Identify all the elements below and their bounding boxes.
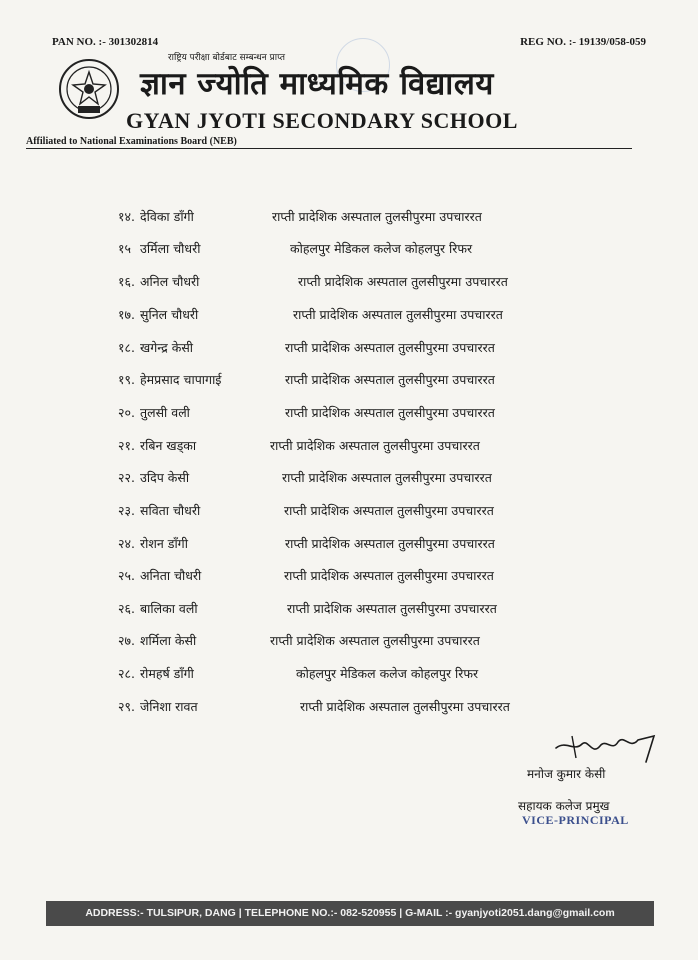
entry-number: २१. [118,438,135,453]
entry-number: २२. [118,470,135,485]
header-divider [26,148,632,149]
school-name-english: GYAN JYOTI SECONDARY SCHOOL [126,108,518,133]
entry-number: १४. [118,209,135,224]
entry-status: राप्ती प्रादेशिक अस्पताल तुलसीपुरमा उपचाररत [285,405,495,420]
entry-name: हेमप्रसाद चापागाई [140,372,222,387]
list-item [0,535,698,561]
entry-status: राप्ती प्रादेशिक अस्पताल तुलसीपुरमा उपचाररत [284,503,494,518]
entry-status: राप्ती प्रादेशिक अस्पताल तुलसीपुरमा उपचाररत [270,633,480,648]
entry-status: राप्ती प्रादेशिक अस्पताल तुलसीपुरमा उपचाररत [285,536,495,551]
entry-name: तुलसी वली [140,405,190,420]
entry-name: अनिता चौधरी [140,568,202,583]
list-item [0,665,698,691]
entry-number: २६. [118,601,135,616]
entry-status: राप्ती प्रादेशिक अस्पताल तुलसीपुरमा उपचाररत [285,372,495,387]
entry-name: बालिका वली [140,601,198,616]
entry-name: जेनिशा रावत [140,699,198,714]
list-item [0,208,698,234]
signer-designation: सहायक कलेज प्रमुख [518,799,610,813]
entry-number: २५. [118,568,135,583]
entry-number: २३. [118,503,135,518]
entry-name: खगेन्द्र केसी [140,340,194,355]
entry-status: राप्ती प्रादेशिक अस्पताल तुलसीपुरमा उपचाररत [300,699,510,714]
list-item [0,437,698,463]
entry-number: २९. [118,699,135,714]
list-item [0,698,698,724]
list-item [0,567,698,593]
list-item [0,632,698,658]
list-item [0,306,698,332]
entry-name: सविता चौधरी [140,503,201,518]
entry-number: १८. [118,340,135,355]
entry-number: २८. [118,666,135,681]
entry-number: १६. [118,274,135,289]
entry-status: राप्ती प्रादेशिक अस्पताल तुलसीपुरमा उपचाररत [284,568,494,583]
registration-number: REG NO. :- 19139/058-059 [520,36,646,48]
entry-name: देविका डाँगी [140,209,194,224]
entry-name: अनिल चौधरी [140,274,200,289]
entry-number: २४. [118,536,135,551]
entry-number: १५ [118,241,132,256]
entry-name: रोशन डाँगी [140,536,188,551]
signer-name: मनोज कुमार केसी [527,767,606,781]
school-name-nepali: ज्ञान ज्योति माध्यमिक विद्यालय [140,66,494,102]
entry-status: राप्ती प्रादेशिक अस्पताल तुलसीपुरमा उपचाररत [282,470,492,485]
pan-number: PAN NO. :- 301302814 [52,36,159,48]
list-item [0,469,698,495]
school-logo-icon [58,58,120,120]
entry-number: २०. [118,405,135,420]
list-item [0,404,698,430]
entry-name: सुनिल चौधरी [140,307,199,322]
entry-number: १९. [118,372,135,387]
list-item [0,600,698,626]
entry-name: रबिन खड्का [140,438,197,453]
entry-status: राप्ती प्रादेशिक अस्पताल तुलसीपुरमा उपचाररत [270,438,480,453]
list-item [0,339,698,365]
entry-status: राप्ती प्रादेशिक अस्पताल तुलसीपुरमा उपचाररत [287,601,497,616]
entry-status: कोहलपुर मेडिकल कलेज कोहलपुर रिफर [290,241,473,256]
list-item [0,273,698,299]
entry-name: उर्मिला चौधरी [140,241,201,256]
footer-contact-bar: ADDRESS:- TULSIPUR, DANG | TELEPHONE NO.:- 082-520955 | G-MAIL :- gyanjyoti2051.dang@gmail.com [46,901,654,926]
entry-name: शर्मिला केसी [140,633,197,648]
list-item [0,240,698,266]
entry-name: उदिप केसी [140,470,190,485]
entry-status: राप्ती प्रादेशिक अस्पताल तुलसीपुरमा उपचाररत [272,209,482,224]
signer-title: VICE-PRINCIPAL [522,813,629,827]
entry-number: १७. [118,307,135,322]
entry-status: राप्ती प्रादेशिक अस्पताल तुलसीपुरमा उपचाररत [293,307,503,322]
list-item [0,371,698,397]
entry-status: राप्ती प्रादेशिक अस्पताल तुलसीपुरमा उपचाररत [298,274,508,289]
affiliation-line: Affiliated to National Examinations Board (NEB) [26,136,237,147]
affiliation-tagline: राष्ट्रिय परीक्षा बोर्डबाट सम्बन्धन प्राप्त [168,53,285,63]
entry-number: २७. [118,633,135,648]
entry-status: कोहलपुर मेडिकल कलेज कोहलपुर रिफर [296,666,479,681]
list-item [0,502,698,528]
entry-status: राप्ती प्रादेशिक अस्पताल तुलसीपुरमा उपचाररत [285,340,495,355]
entry-name: रोमहर्ष डाँगी [140,666,194,681]
